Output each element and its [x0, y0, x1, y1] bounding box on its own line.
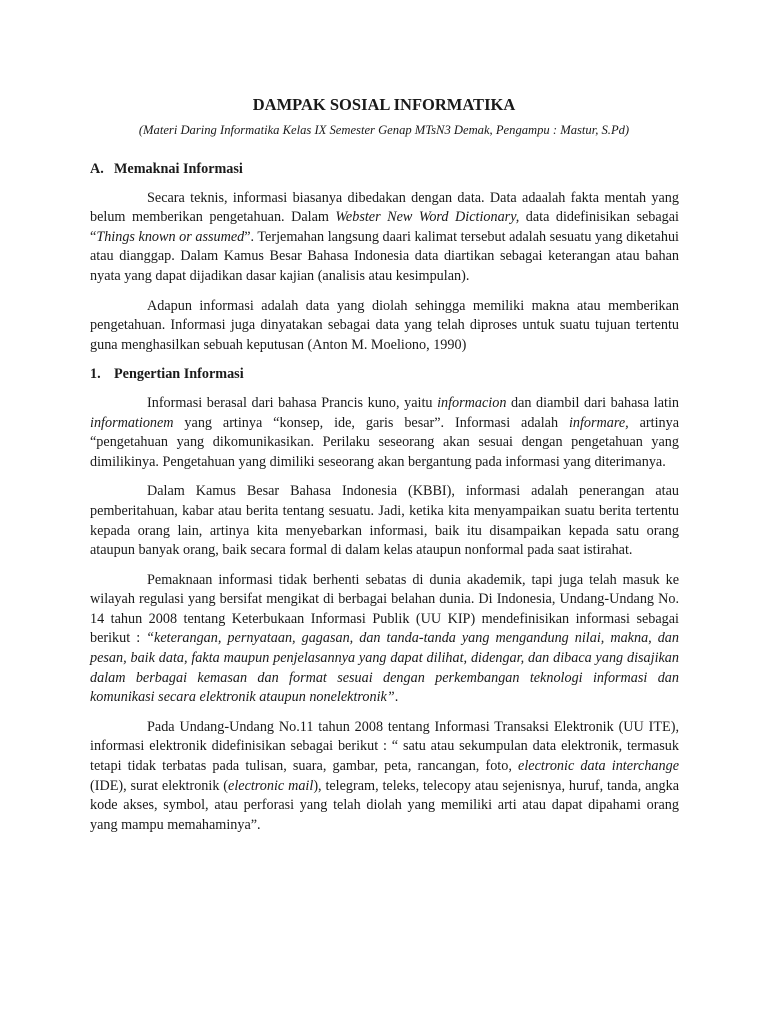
text-run: Pemaknaan informasi tidak berhenti sebatas di dunia akademik, tapi juga telah masuk ke wilayah regulasi yang bersifat mengikat di berbagai belahan dunia. Di Indonesia, Undang-Undang No. 14 tahun 2008 tentang Keterbukaan Informasi Publik (UU KIP) mendefinisikan informasi sebagai berikut : [90, 571, 679, 647]
italic-term: electronic data interchange [518, 758, 679, 775]
italic-quote: “keterangan, pernyataan, gagasan, dan tanda-tanda yang mengandung nilai, makna, dan pesan, baik data, fakta maupun penjelasannya yang dapat dilihat, didengar, dan dibaca yang disajikan dalam berbagai kemasan dan format sesuai dengan perkembangan teknologi informasi dan komunikasi secara elektronik ataupun nonelektronik” [90, 630, 679, 706]
text-run: (IDE), surat elektronik ( [90, 777, 229, 794]
text-run: artinya “pengetahuan yang dikomunikasikan. Perilaku seseorang akan sesuai dengan pengetahuan yang dimilikinya. Pengetahuan yang dimiliki seseorang akan bergantung pada informasi yang diterimanya. [90, 414, 680, 470]
text-run: . [394, 689, 399, 706]
text-run: Pada Undang-Undang No.11 tahun 2008 tentang Informasi Transaksi Elektronik (UU ITE), informasi elektronik didefinisikan sebagai berikut : “ satu atau sekumpulan data elektronik, termasuk tetapi tidak terbatas pada tulisan, suara, gambar, peta, rancangan, foto, [90, 718, 679, 775]
italic-term: Webster New Word Dictionary, [335, 209, 520, 226]
section-1-paragraph-3 [90, 571, 679, 708]
section-1-heading [90, 365, 679, 385]
document-subtitle: (Materi Daring Informatika Kelas IX Semester Genap MTsN3 Demak, Pengampu : Mastur, S.Pd) [138, 123, 630, 137]
section-1-number: 1. [90, 366, 101, 383]
text-run: Secara teknis, informasi biasanya dibedakan dengan data. Data adaalah fakta mentah yang belum memberikan pengetahuan. Dalam [90, 189, 679, 226]
section-a-title: Memaknai Informasi [114, 161, 243, 177]
section-1-paragraph-4 [90, 718, 679, 836]
text-run: ), telegram, teleks, telecopy atau sejenisnya, huruf, tanda, angka kode akses, symbol, atau perforasi yang telah diolah yang memiliki arti atau dapat dipahami orang yang mampu memahaminya”. [90, 777, 679, 833]
section-a-paragraph-1 [90, 189, 679, 287]
text-run: Informasi berasal dari bahasa Prancis kuno, yaitu [147, 394, 438, 411]
text-run: yang artinya “konsep, ide, garis besar”. Informasi adalah [173, 414, 569, 431]
italic-term: Things known or assumed [96, 228, 245, 245]
document-body [90, 160, 679, 845]
text-run: ”. Terjemahan langsung daari kalimat tersebut adalah sesuatu yang diketahui atau dianggap. Dalam Kamus Besar Bahasa Indonesia data diartikan sebagai keterangan atau bahan nyata yang dapat dijadikan dasar kajian (analisis atau kesimpulan). [90, 228, 679, 284]
italic-term: informationem [90, 414, 174, 431]
section-1-paragraph-1 [90, 394, 679, 472]
section-1-title: Pengertian Informasi [114, 366, 244, 383]
section-a-paragraph-2: Adapun informasi adalah data yang diolah sehingga memiliki makna atau memberikan pengetahuan. Informasi juga dinyatakan sebagai data yang telah diproses untuk suatu tujuan tertentu guna menghasilkan sebuah keputusan (Anton M. Moeliono, 1990) [90, 297, 679, 353]
section-1-paragraph-2: Dalam Kamus Besar Bahasa Indonesia (KBBI), informasi adalah penerangan atau pemberitahuan, kabar atau berita tentang sesuatu. Jadi, ketika kita menyampaikan suatu berita tertentu kepada orang lain, artinya kita menyebarkan informasi, baik itu disampaikan kepada satu orang ataupun banyak orang, baik secara formal di dalam kelas ataupun nonformal pada saat istirahat. [90, 483, 679, 559]
section-a-heading [90, 160, 679, 180]
italic-term: informare, [568, 414, 629, 431]
italic-term: electronic mail [228, 777, 314, 794]
section-a-number: A. [90, 161, 104, 177]
italic-term: informacion [437, 394, 507, 411]
text-run: data didefinisikan sebagai “ [90, 209, 679, 245]
document-title: DAMPAK SOSIAL INFORMATIKA [252, 95, 516, 114]
text-run: dan diambil dari bahasa latin [506, 394, 679, 411]
